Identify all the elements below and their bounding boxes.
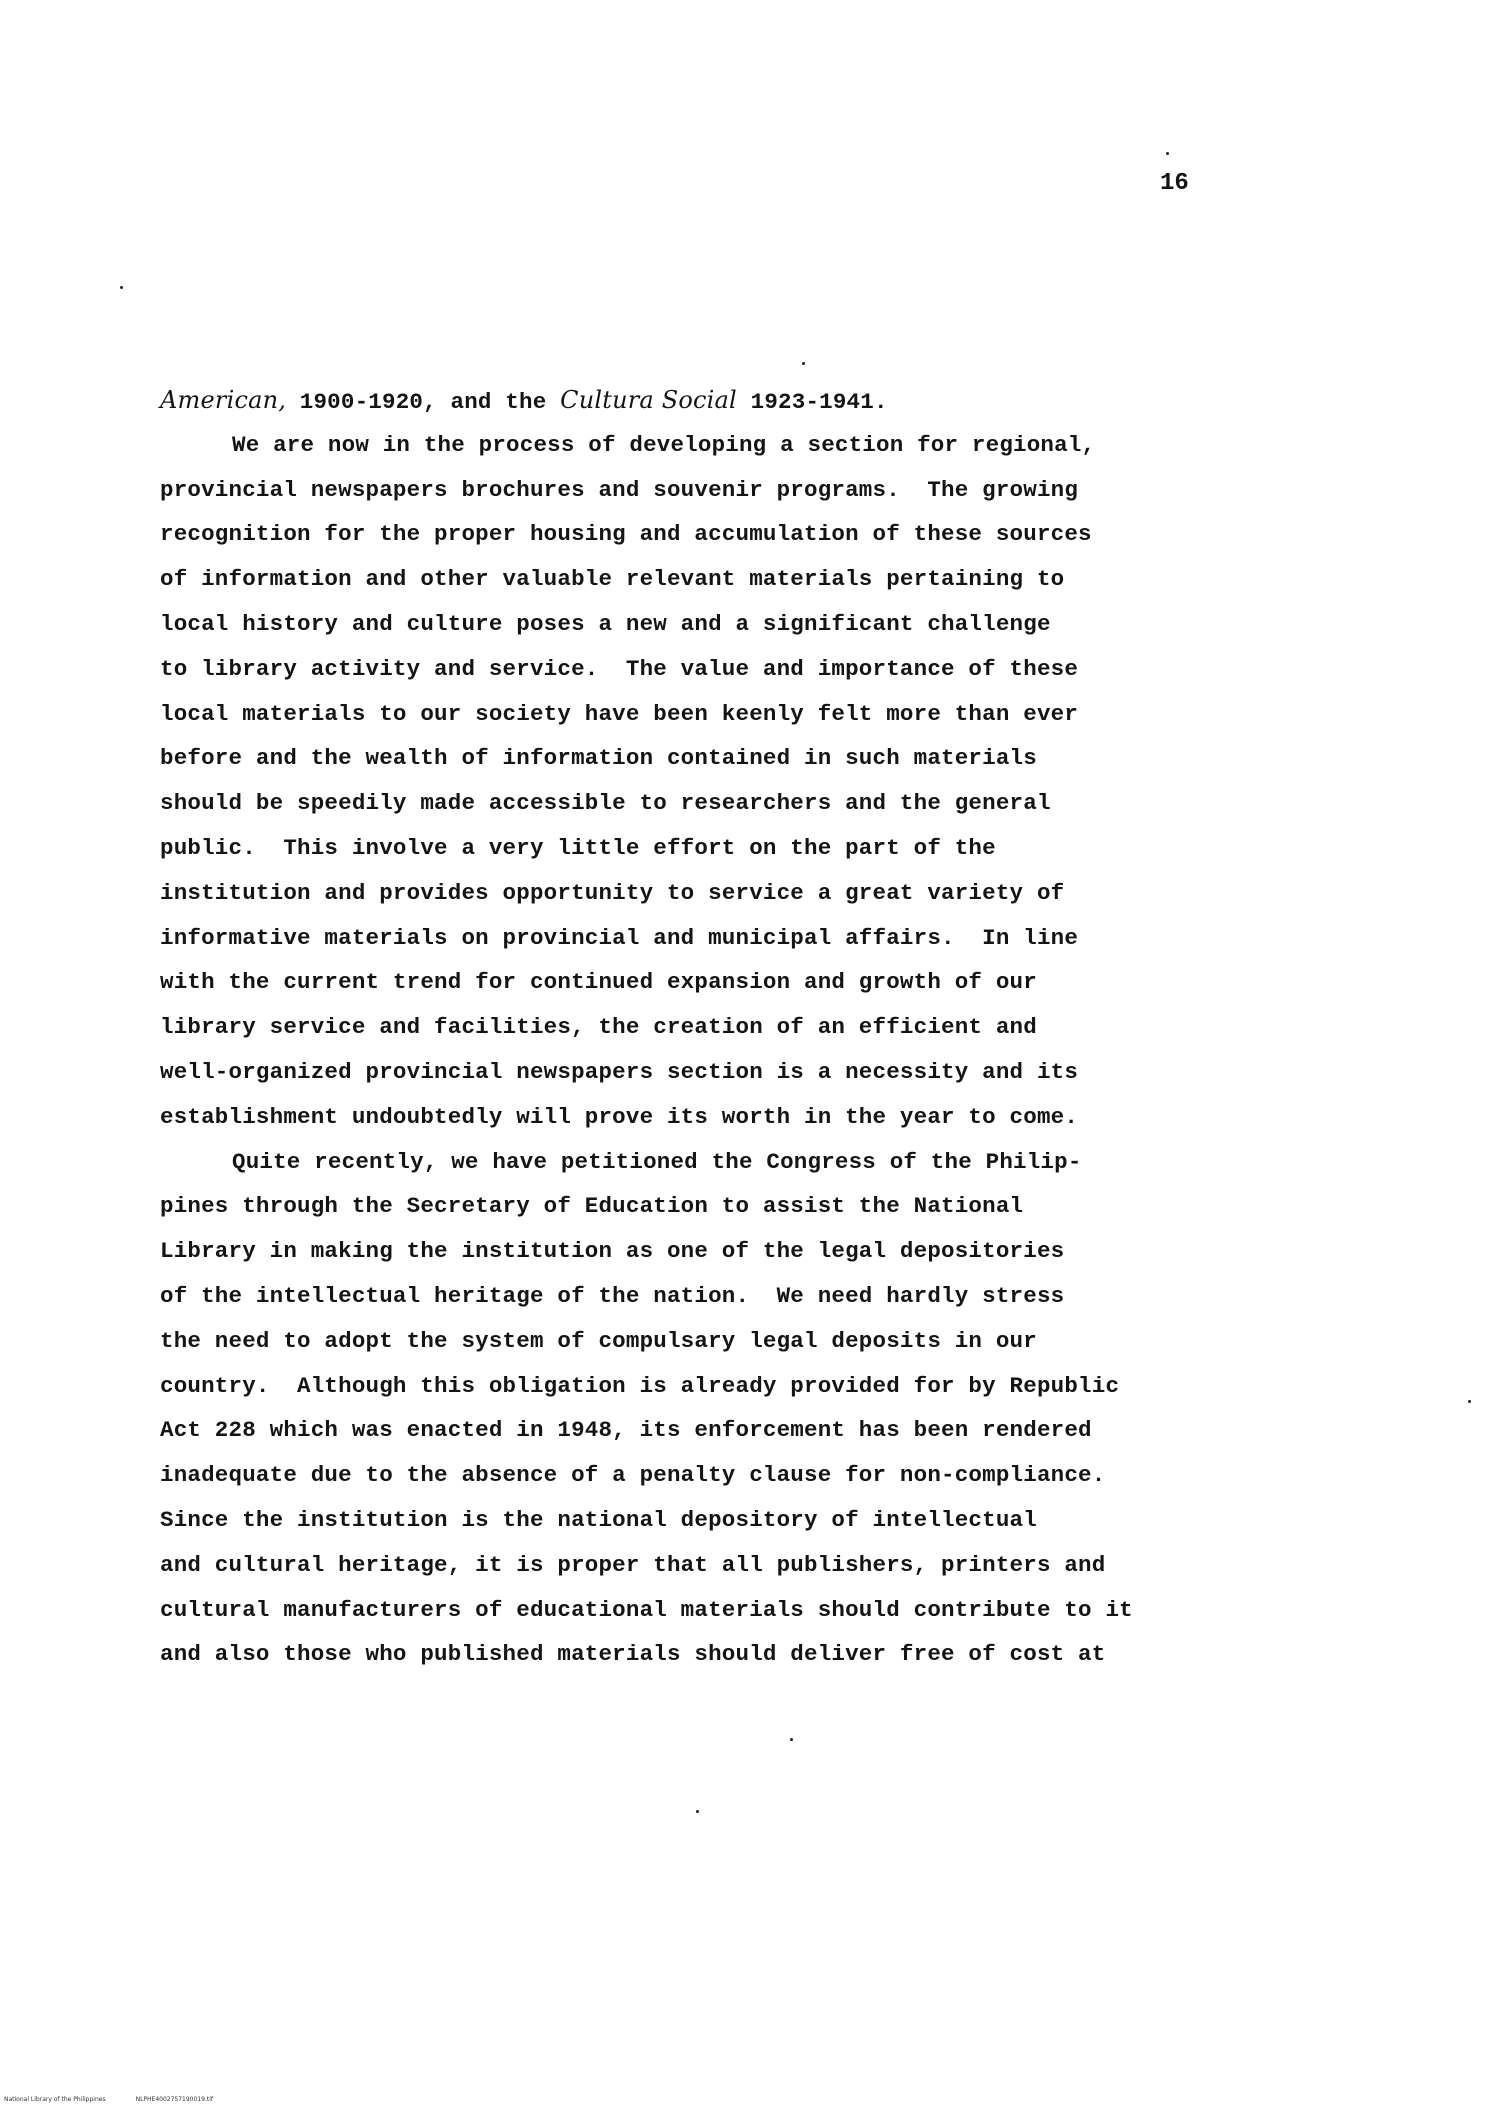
text-line: local materials to our society have been keenly felt more than ever — [160, 700, 1079, 727]
scan-speck — [1166, 152, 1169, 155]
paragraph-regional-section — [160, 423, 1260, 1140]
scan-speck — [696, 1810, 699, 1813]
text-line: Since the institution is the national depository of intellectual — [160, 1506, 1037, 1533]
text-line: country. Although this obligation is already provided for by Republic — [160, 1372, 1120, 1399]
italic-title-cultura-social: Cultura Social — [560, 386, 737, 414]
scan-speck — [120, 286, 123, 289]
text-line: institution and provides opportunity to service a great variety of — [160, 879, 1065, 906]
scan-footer — [4, 2096, 243, 2103]
scan-speck — [790, 1738, 793, 1741]
first-line: American, 1900-1920, and the Cultura Social 1923-1941. — [160, 386, 888, 415]
text-line: library service and facilities, the creation of an efficient and — [160, 1014, 1037, 1041]
text-line: and cultural heritage, it is proper that all publishers, printers and — [160, 1551, 1106, 1578]
text-line: informative materials on provincial and municipal affairs. In line — [160, 924, 1079, 951]
text-line: establishment undoubtedly will prove its worth in the year to come. — [160, 1103, 1079, 1130]
text-line: before and the wealth of information contained in such materials — [160, 745, 1037, 772]
text-line: Act 228 which was enacted in 1948, its enforcement has been rendered — [160, 1417, 1092, 1444]
page-number: 16 — [1160, 170, 1189, 197]
text-line: to library activity and service. The value and importance of these — [160, 655, 1079, 682]
text-line: with the current trend for continued expansion and growth of our — [160, 969, 1037, 996]
text-line: Library in making the institution as one of the legal depositories — [160, 1238, 1065, 1265]
text-line: recognition for the proper housing and accumulation of these sources — [160, 521, 1092, 548]
text-line: should be speedily made accessible to researchers and the general — [160, 790, 1051, 817]
scan-speck — [1468, 1400, 1471, 1403]
text-line: pines through the Secretary of Education to assist the National — [160, 1193, 1024, 1220]
text-line: local history and culture poses a new and a significant challenge — [160, 610, 1051, 637]
footer-file-id: NLPHE4002757190019.tif — [135, 2096, 213, 2103]
text-line: the need to adopt the system of compulsary legal deposits in our — [160, 1327, 1037, 1354]
text-line: inadequate due to the absence of a penalty clause for non-compliance. — [160, 1462, 1106, 1489]
text-line: public. This involve a very little effort on the part of the — [160, 834, 996, 861]
text-line: cultural manufacturers of educational materials should contribute to it — [160, 1596, 1133, 1623]
body-text — [160, 378, 1260, 1677]
text-line: of the intellectual heritage of the nation. We need hardly stress — [160, 1282, 1065, 1309]
paragraph-legal-deposit — [160, 1140, 1260, 1678]
text-line: Quite recently, we have petitioned the Congress of the Philip- — [232, 1148, 1082, 1175]
text-line: provincial newspapers brochures and souvenir programs. The growing — [160, 476, 1079, 503]
italic-title-american: American, — [160, 386, 287, 414]
text-line: and also those who published materials should deliver free of cost at — [160, 1641, 1106, 1668]
text-line: well-organized provincial newspapers section is a necessity and its — [160, 1058, 1079, 1085]
text-line: of information and other valuable relevant materials pertaining to — [160, 566, 1065, 593]
footer-source: National Library of the Philippines — [4, 2096, 106, 2103]
text-line: We are now in the process of developing a section for regional, — [232, 431, 1096, 458]
scan-speck — [802, 362, 805, 365]
